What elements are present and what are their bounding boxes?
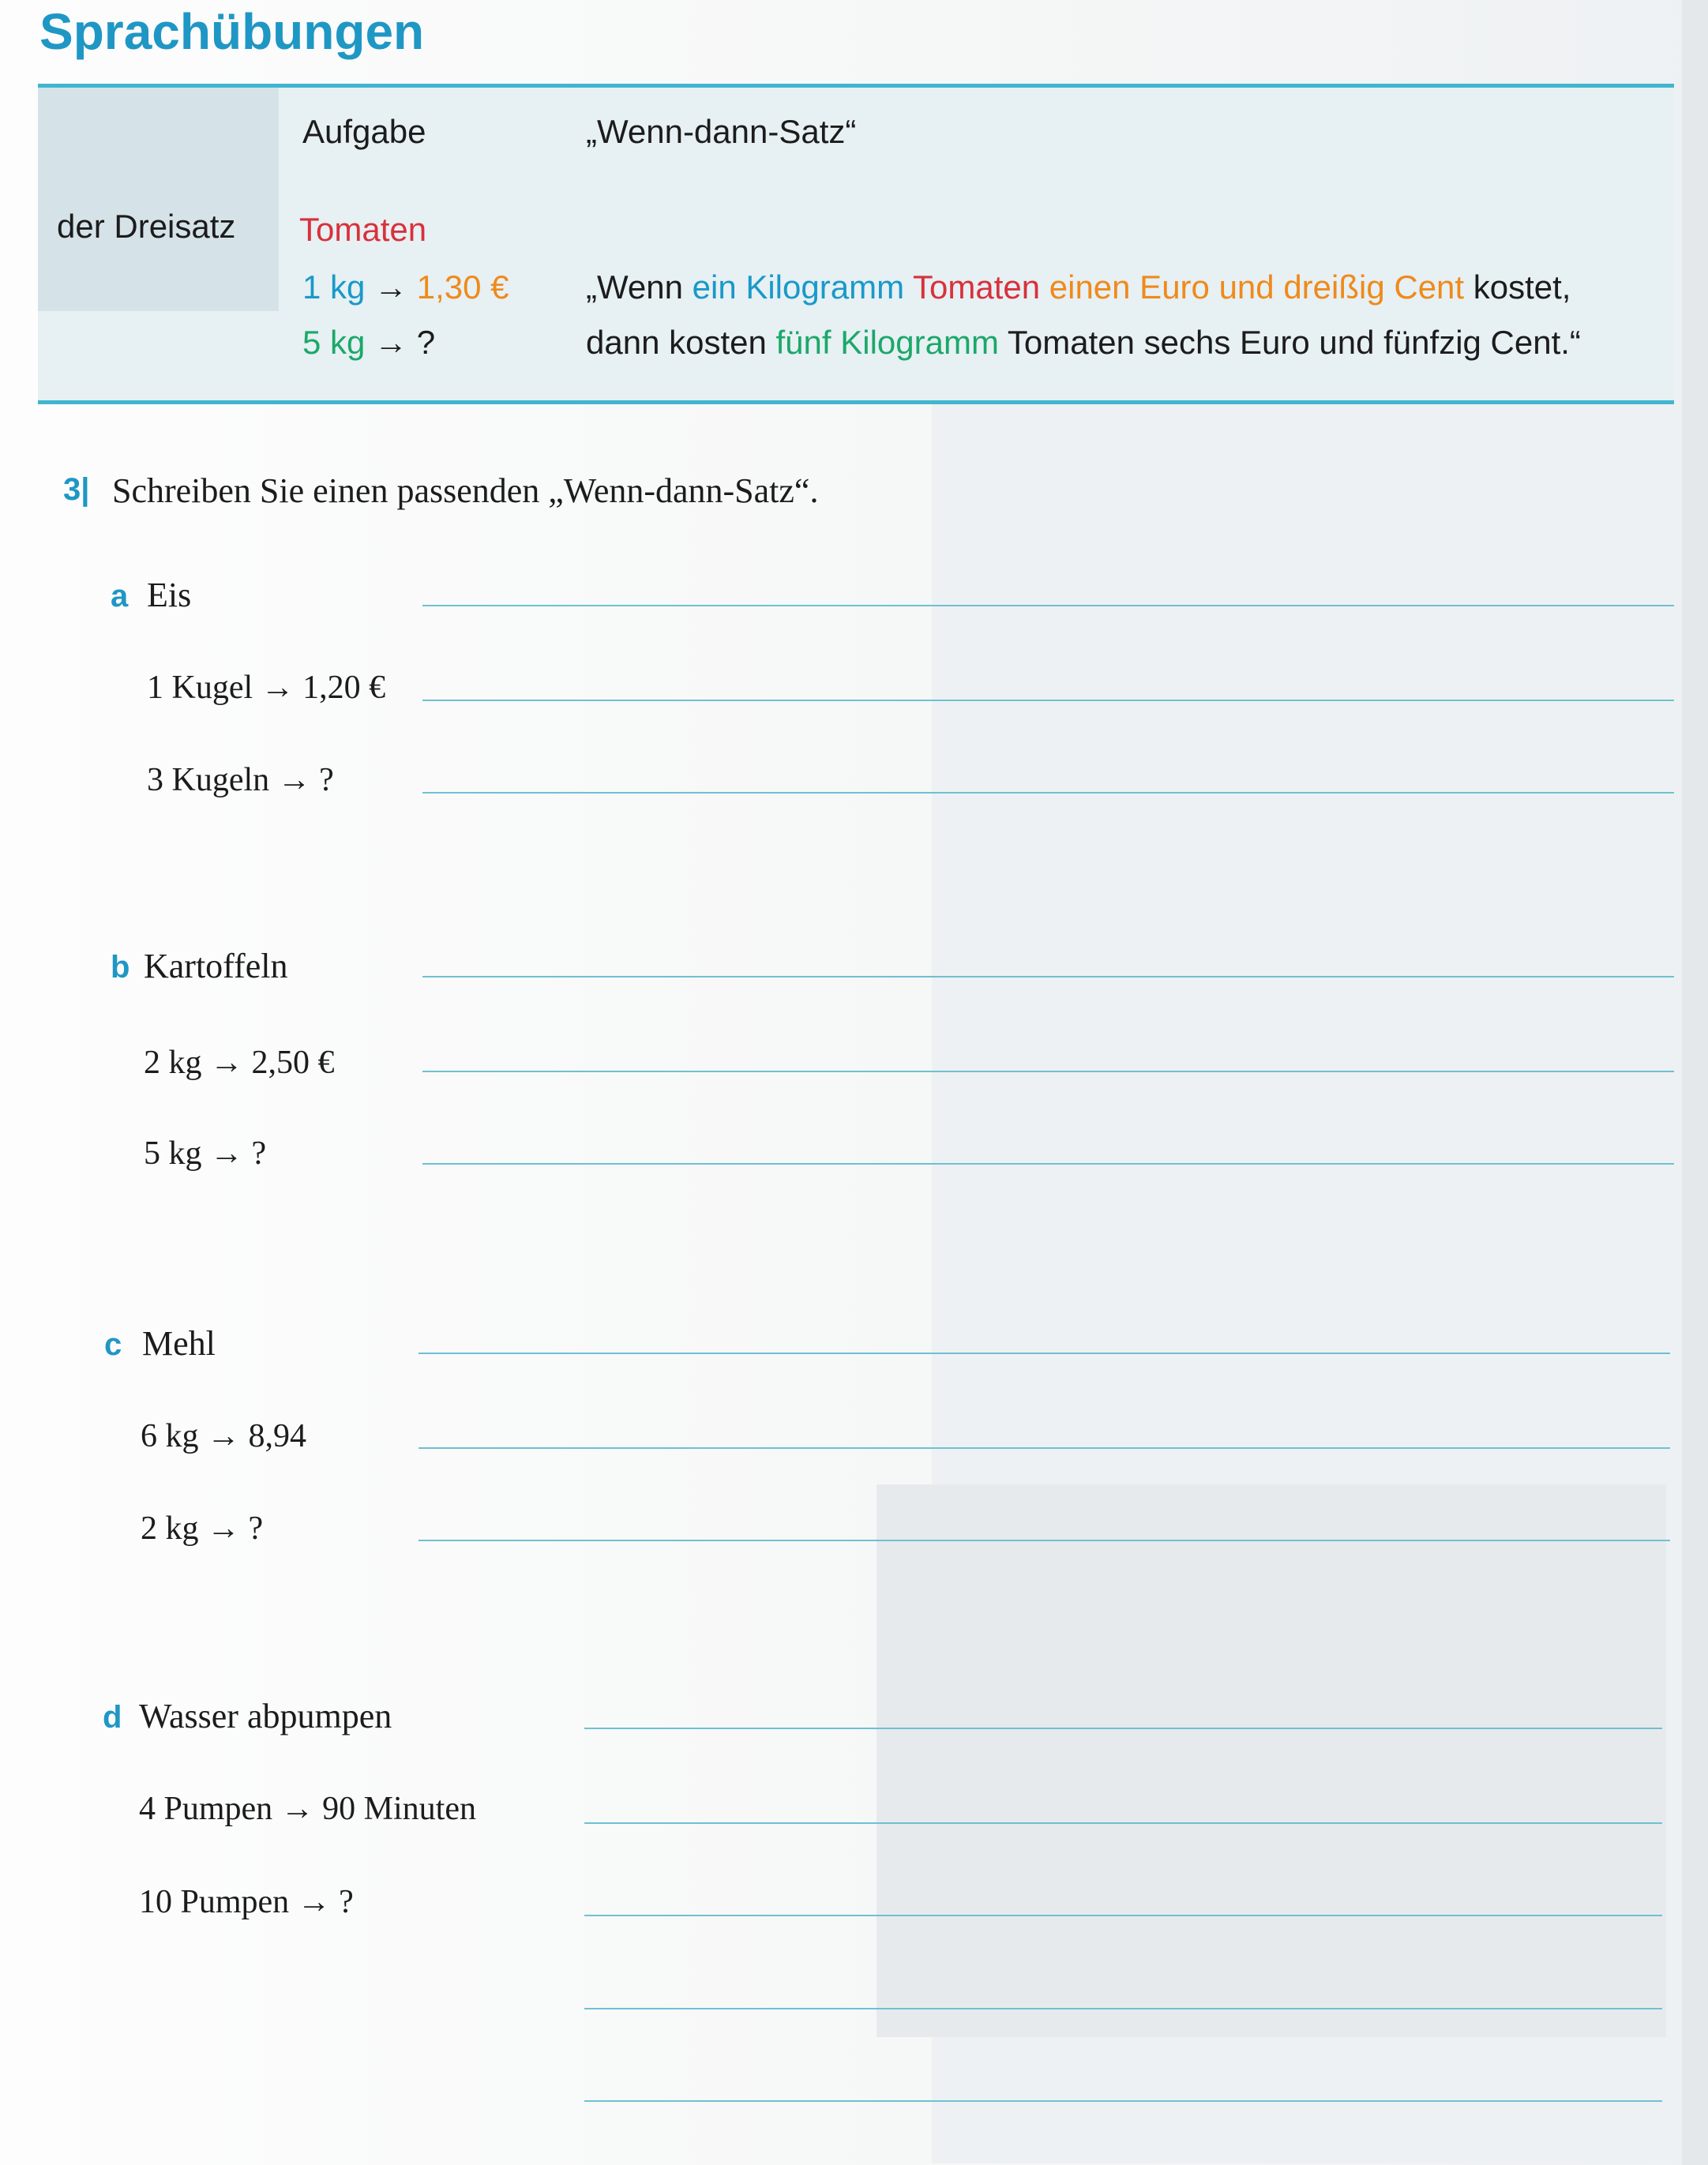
example-row-1-quantity: 1 kg (302, 268, 366, 306)
sentence-quantity: ein Kilogramm (692, 268, 905, 306)
example-row-2-quantity: 5 kg (302, 324, 366, 361)
item-d-answer-line-5[interactable] (584, 2100, 1662, 2102)
item-c-subject: Mehl (142, 1324, 216, 1363)
item-a-answer-line-1[interactable] (422, 605, 1674, 606)
item-a-answer-line-2[interactable] (422, 700, 1674, 701)
sentence-dann: dann kosten (586, 324, 776, 361)
example-product: Tomaten (299, 211, 427, 248)
item-b-question: 5 kg → ? (144, 1135, 267, 1172)
item-a-answer-line-3[interactable] (422, 792, 1674, 794)
item-c-given: 6 kg → 8,94 (141, 1418, 306, 1454)
item-d-given: 4 Pumpen → 90 Minuten (139, 1791, 476, 1827)
sentence-space-2 (1040, 268, 1049, 306)
item-a-letter: a (111, 579, 129, 613)
item-d-answer-line-4[interactable] (584, 2008, 1662, 2009)
example-row-2-rest: → ? (374, 324, 436, 361)
item-d-subject: Wasser abpumpen (139, 1697, 392, 1735)
item-c-answer-line-1[interactable] (419, 1353, 1670, 1354)
sentence-wenn: „Wenn (586, 268, 693, 306)
example-sentence-line-1 (586, 268, 1571, 306)
top-rule (38, 84, 1674, 88)
item-d-letter: d (103, 1700, 122, 1735)
sentence-space (904, 268, 913, 306)
item-b-answer-line-3[interactable] (422, 1163, 1674, 1165)
item-d-answer-line-1[interactable] (584, 1728, 1662, 1729)
section-title: Sprachübungen (39, 3, 425, 60)
item-c-answer-line-2[interactable] (419, 1447, 1670, 1449)
sentence-new-quantity: fünf Kilogramm (775, 324, 999, 361)
sentence-verb: kostet, (1464, 268, 1571, 306)
example-panel-shade (38, 88, 279, 311)
column-header-task: Aufgabe (302, 113, 426, 150)
sentence-result: Tomaten sechs Euro und fünfzig Cent.“ (998, 324, 1581, 361)
example-row-1 (302, 268, 509, 306)
item-d-question: 10 Pumpen → ? (139, 1884, 354, 1920)
example-label: der Dreisatz (57, 208, 236, 245)
bottom-rule (38, 400, 1674, 404)
task-number: 3| (63, 472, 90, 507)
item-d-answer-line-3[interactable] (584, 1915, 1662, 1916)
item-a-given: 1 Kugel → 1,20 € (147, 670, 386, 706)
item-b-subject: Kartoffeln (144, 947, 288, 985)
item-b-given: 2 kg → 2,50 € (144, 1045, 335, 1081)
column-header-sentence: „Wenn-dann-Satz“ (586, 113, 857, 150)
item-c-question: 2 kg → ? (141, 1510, 264, 1547)
item-a-question: 3 Kugeln → ? (147, 762, 334, 798)
item-a-subject: Eis (147, 576, 192, 614)
sentence-price: einen Euro und dreißig Cent (1049, 268, 1465, 306)
item-c-answer-line-3[interactable] (419, 1540, 1670, 1541)
example-row-2 (302, 326, 435, 359)
item-c-letter: c (104, 1327, 122, 1362)
item-b-answer-line-2[interactable] (422, 1071, 1674, 1072)
example-row-1-price: 1,30 € (416, 268, 509, 306)
task-instruction: Schreiben Sie einen passenden „Wenn-dann-Satz“. (112, 471, 819, 510)
example-sentence-line-2 (586, 326, 1581, 359)
sentence-product: Tomaten (912, 268, 1041, 306)
show-through-photo (877, 1484, 1666, 2037)
example-row-1-arrow: → (374, 268, 408, 306)
item-b-letter: b (111, 950, 130, 985)
item-d-answer-line-2[interactable] (584, 1822, 1662, 1824)
page-edge (1682, 0, 1708, 2165)
item-b-answer-line-1[interactable] (422, 976, 1674, 977)
